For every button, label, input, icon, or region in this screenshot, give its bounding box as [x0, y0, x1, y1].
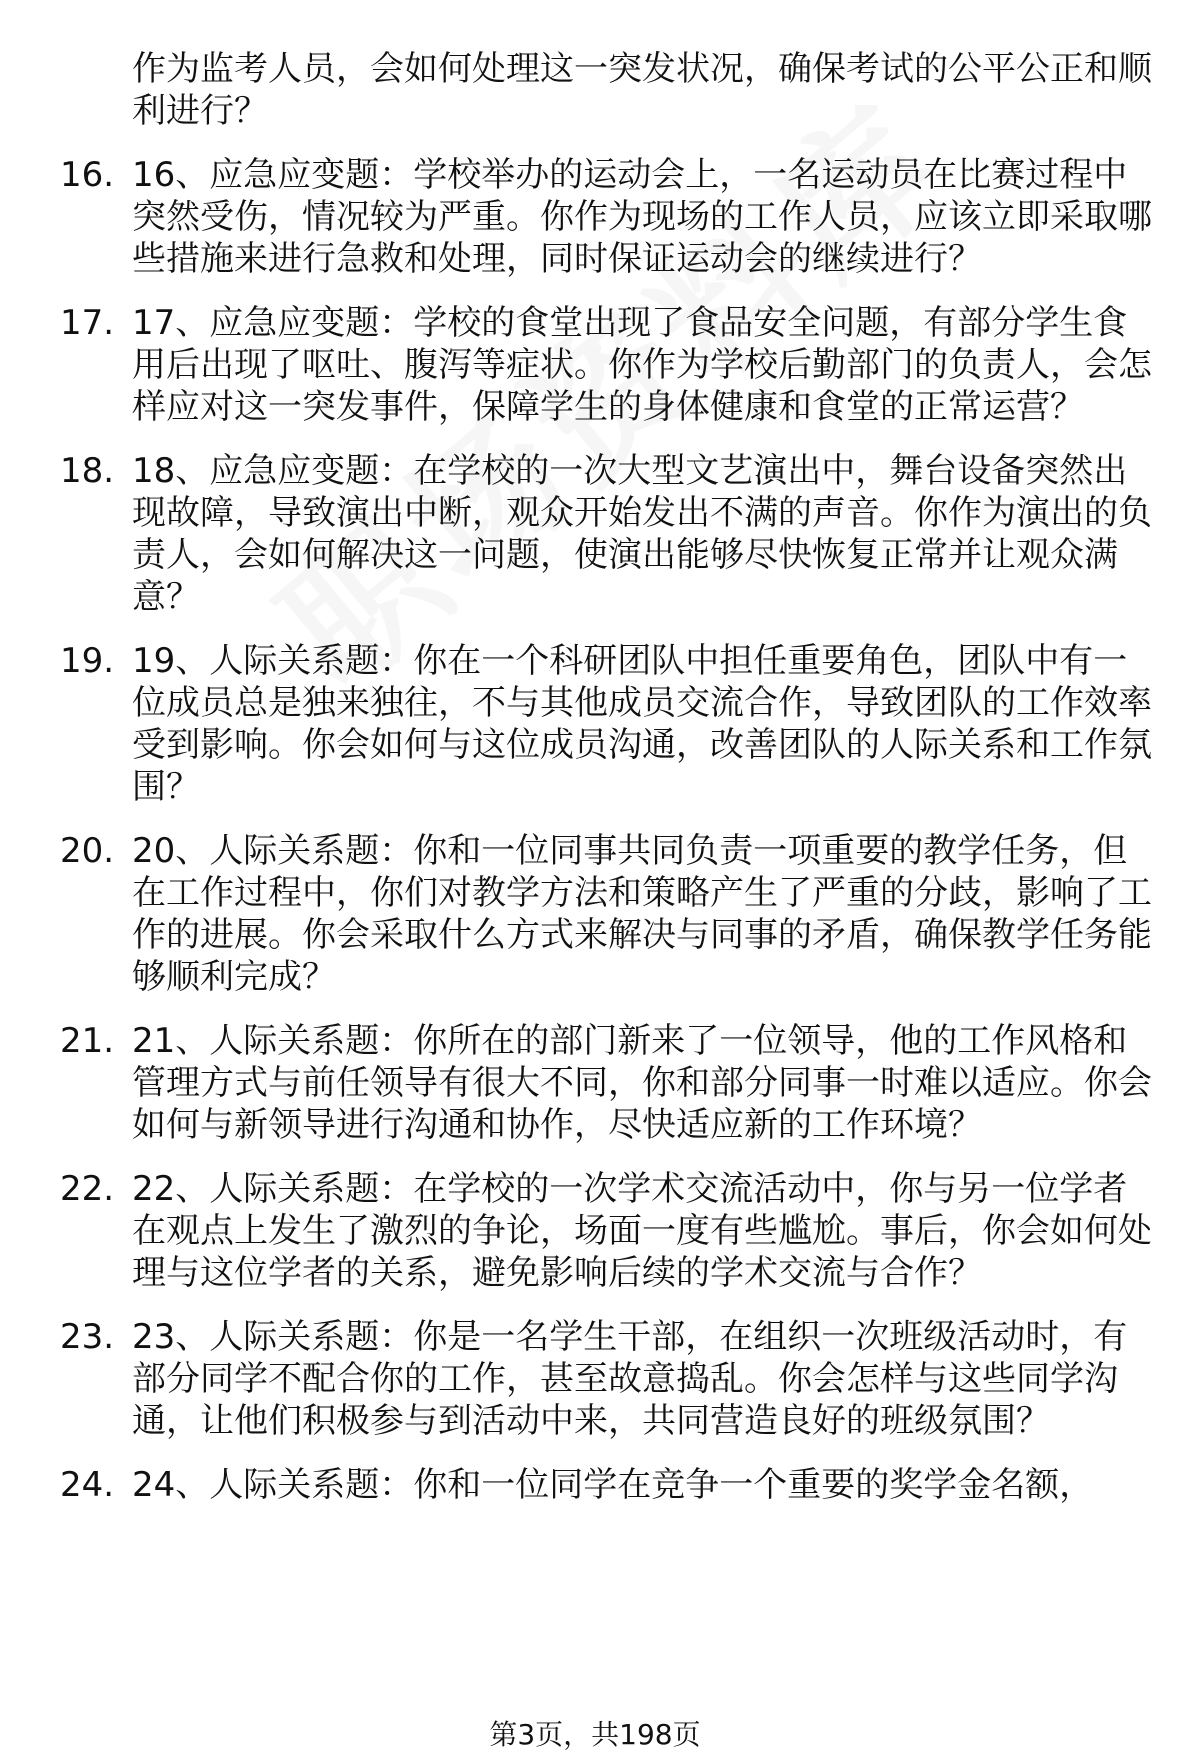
question-number: 18.	[60, 451, 115, 491]
question-text: 16、应急应变题：学校举办的运动会上，一名运动员在比赛过程中突然受伤，情况较为严重。你作为现场的工作人员，应该立即采取哪些措施来进行急救和处理，同时保证运动会的继续进行？	[132, 155, 1152, 279]
question-text: 19、人际关系题：你在一个科研团队中担任重要角色，团队中有一位成员总是独来独往，不与其他成员交流合作，导致团队的工作效率受到影响。你会如何与这位成员沟通，改善团队的人际关系和工作氛围？	[132, 641, 1152, 807]
question-item-22	[60, 1168, 1160, 1294]
question-item-18	[60, 450, 1160, 618]
question-number: 21.	[60, 1021, 115, 1061]
question-list	[60, 154, 1160, 1506]
question-text: 20、人际关系题：你和一位同事共同负责一项重要的教学任务，但在工作过程中，你们对教学方法和策略产生了严重的分歧，影响了工作的进展。你会采取什么方式来解决与同事的矛盾，确保教学任务能够顺利完成？	[132, 831, 1152, 997]
question-number: 16.	[60, 155, 115, 195]
question-number: 24.	[60, 1465, 115, 1505]
question-content	[60, 48, 1160, 1506]
question-text: 18、应急应变题：在学校的一次大型文艺演出中，舞台设备突然出现故障，导致演出中断，观众开始发出不满的声音。你作为演出的负责人，会如何解决这一问题，使演出能够尽快恢复正常并让观众满意？	[132, 451, 1152, 617]
question-text: 23、人际关系题：你是一名学生干部，在组织一次班级活动时，有部分同学不配合你的工作，甚至故意捣乱。你会怎样与这些同学沟通，让他们积极参与到活动中来，共同营造良好的班级氛围？	[132, 1317, 1128, 1441]
question-number: 19.	[60, 641, 115, 681]
question-item-17	[60, 302, 1160, 428]
question-number: 17.	[60, 303, 115, 343]
question-text: 22、人际关系题：在学校的一次学术交流活动中，你与另一位学者在观点上发生了激烈的争论，场面一度有些尴尬。事后，你会如何处理与这位学者的关系，避免影响后续的学术交流与合作？	[132, 1169, 1152, 1293]
page-number-footer: 第3页，共198页	[489, 1718, 701, 1751]
question-text: 17、应急应变题：学校的食堂出现了食品安全问题，有部分学生食用后出现了呕吐、腹泻等症状。你作为学校后勤部门的负责人，会怎样应对这一突发事件，保障学生的身体健康和食堂的正常运营？	[132, 303, 1152, 427]
question-item-20	[60, 830, 1160, 998]
question-text: 21、人际关系题：你所在的部门新来了一位领导，他的工作风格和管理方式与前任领导有很大不同，你和部分同事一时难以适应。你会如何与新领导进行沟通和协作，尽快适应新的工作环境？	[132, 1021, 1152, 1145]
question-item-16	[60, 154, 1160, 280]
question-item-24	[60, 1464, 1160, 1506]
continuation-text: 作为监考人员，会如何处理这一突发状况，确保考试的公平公正和顺利进行？	[132, 49, 1152, 131]
question-number: 23.	[60, 1317, 115, 1357]
question-item-19	[60, 640, 1160, 808]
question-item-21	[60, 1020, 1160, 1146]
question-number: 20.	[60, 831, 115, 871]
question-item-23	[60, 1316, 1160, 1442]
question-number: 22.	[60, 1169, 115, 1209]
question-text: 24、人际关系题：你和一位同学在竞争一个重要的奖学金名额，	[132, 1465, 1094, 1505]
